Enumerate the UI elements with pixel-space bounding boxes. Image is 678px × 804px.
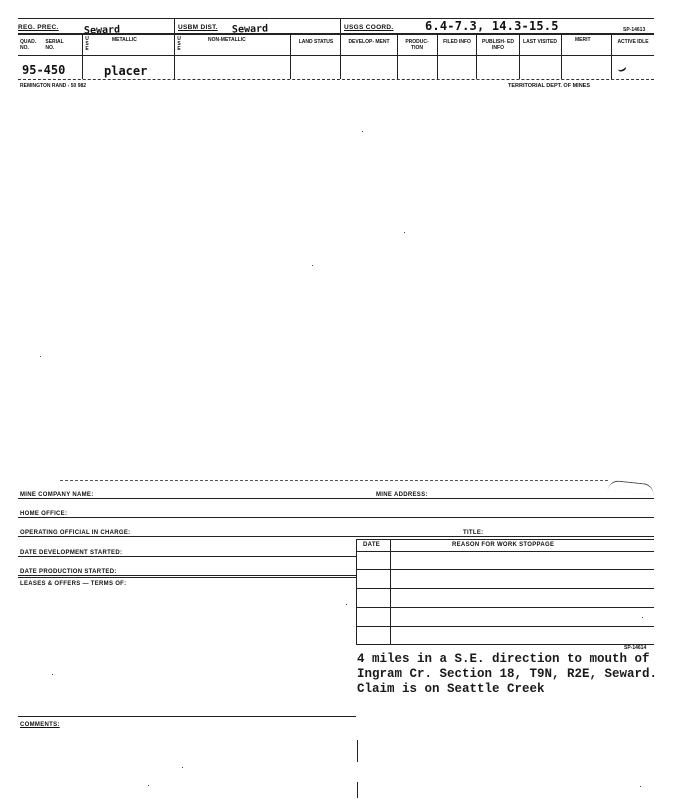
col-nonmetallic-use: U S E (177, 36, 181, 52)
usgs-coord-value: 6.4-7.3, 14.3-15.5 (425, 19, 559, 33)
column-heading-rule (18, 55, 654, 56)
date-production-rule-2 (18, 577, 356, 578)
col-filed-info: FILED INFO (443, 39, 471, 45)
col-divider (519, 34, 520, 79)
home-office-label: HOME OFFICE: (20, 511, 68, 517)
mine-company-rule (18, 498, 654, 499)
col-active-idle: ACTIVE IDLE (617, 39, 649, 45)
scan-speck (52, 674, 53, 675)
col-metallic-use: U S E (85, 36, 89, 52)
col-divider (340, 18, 341, 79)
stoppage-top-rule (356, 539, 654, 540)
home-office-rule (18, 517, 654, 518)
stoppage-row-rule (356, 607, 654, 608)
comments-divider (357, 740, 358, 762)
back-form-number: SP-14614 (624, 645, 647, 651)
col-land-status: LAND STATUS (298, 39, 334, 45)
col-divider (611, 34, 612, 79)
stoppage-row-rule (356, 588, 654, 589)
col-production: PRODUC- TION (405, 39, 429, 51)
col-development: DEVELOP- MENT (348, 39, 390, 45)
col-divider (437, 34, 438, 79)
scan-speck (404, 232, 405, 233)
scan-speck (148, 785, 149, 786)
col-nonmetallic: NON-METALLIC (208, 37, 246, 43)
col-divider (290, 34, 291, 79)
col-quad-no: QUAD. NO. (20, 39, 37, 51)
col-divider (174, 18, 175, 79)
scan-speck (346, 604, 347, 605)
stoppage-row-rule (356, 569, 654, 570)
date-production-rule (18, 575, 356, 576)
leases-label: LEASES & OFFERS — TERMS OF: (20, 581, 127, 587)
col-divider (561, 34, 562, 79)
row-metallic: placer (104, 64, 148, 78)
col-serial-no: SERIAL NO. (45, 39, 64, 51)
title-label: TITLE: (463, 530, 484, 536)
stoppage-reason-header: REASON FOR WORK STOPPAGE (452, 542, 555, 548)
active-idle-mark: ⌣ (615, 60, 629, 79)
col-quad-serial (20, 40, 80, 52)
scan-speck (642, 617, 643, 618)
date-production-label: DATE PRODUCTION STARTED: (20, 569, 117, 575)
scan-speck (362, 131, 363, 132)
location-note: 4 miles in a S.E. direction to mouth of Ingram Cr. Section 18, T9N, R2E, Seward. Claim is on Seattle Creek (357, 652, 658, 696)
mine-address-label: MINE ADDRESS: (376, 492, 428, 498)
reg-prec-value: Seward (83, 24, 121, 37)
scan-speck (182, 767, 183, 768)
footer-printer: REMINGTON RAND - 50 982 (20, 83, 87, 89)
col-published-info: PUBLISH- ED INFO (482, 39, 514, 51)
comments-rule (18, 716, 356, 717)
date-development-rule (18, 556, 356, 557)
comments-divider (357, 782, 358, 798)
scan-speck (312, 265, 313, 266)
usbm-dist-value: Seward (231, 23, 269, 36)
stoppage-row-rule (356, 626, 654, 627)
usbm-dist-label: USBM DIST. (178, 24, 218, 31)
stoppage-left-border (356, 539, 357, 644)
scan-speck (40, 356, 41, 357)
col-divider (476, 34, 477, 79)
mine-company-name-label: MINE COMPANY NAME: (20, 492, 94, 498)
scan-speck (640, 786, 641, 787)
stoppage-date-divider (390, 539, 391, 644)
operating-official-label: OPERATING OFFICIAL IN CHARGE: (20, 530, 131, 536)
usgs-coord-label: USGS COORD. (344, 24, 394, 31)
col-divider (397, 34, 398, 79)
card-top-edge (60, 480, 608, 481)
reg-prec-label: REG. PREC. (18, 24, 59, 31)
comments-label: COMMENTS: (20, 722, 60, 728)
col-metallic: METALLIC (112, 37, 137, 43)
row-quad-serial: 95-450 (22, 63, 66, 77)
stoppage-bottom-rule (356, 644, 654, 645)
col-divider (82, 34, 83, 79)
col-merit: MERIT (575, 37, 591, 43)
form-number: SP-14613 (623, 27, 646, 33)
footer-department: TERRITORIAL DEPT. OF MINES (508, 83, 590, 89)
stoppage-date-header: DATE (363, 542, 381, 548)
card-corner-curl (608, 480, 655, 496)
date-development-label: DATE DEVELOPMENT STARTED: (20, 550, 123, 556)
operating-official-rule (18, 536, 654, 537)
col-last-visited: LAST VISITED (523, 39, 557, 45)
stoppage-header-rule (356, 551, 654, 552)
row-bottom-rule (18, 79, 654, 80)
